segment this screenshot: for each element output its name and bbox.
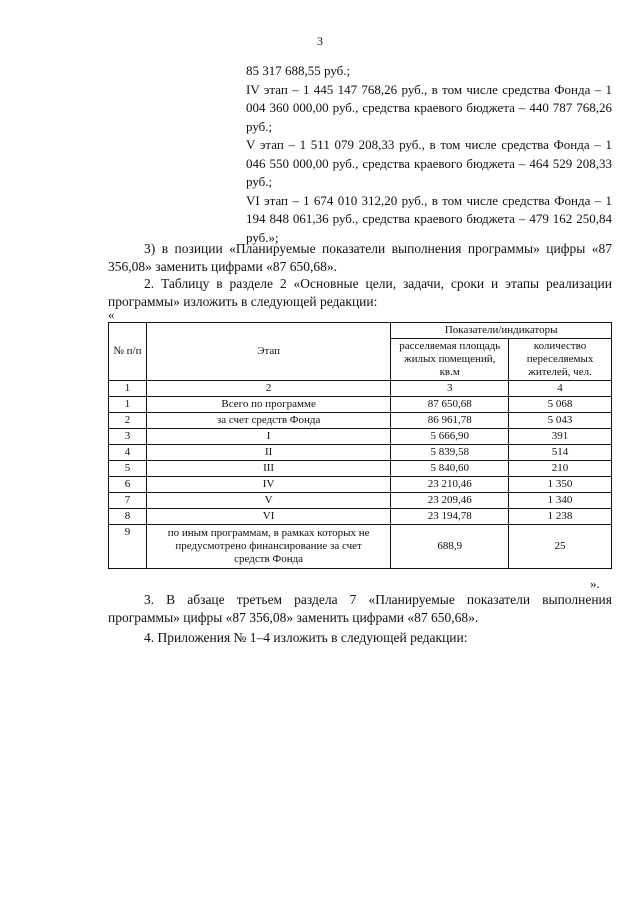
paragraph-appendices: 4. Приложения № 1–4 изложить в следующей редакции: — [144, 630, 468, 645]
header-stage: Этап — [146, 323, 390, 381]
row-people: 5 068 — [509, 397, 612, 413]
col-number: 2 — [146, 381, 390, 397]
stage-line: IV этап – 1 445 147 768,26 руб., в том числе средства Фонда – 1 004 360 000,00 руб., средства краевого бюджета – 440 787 768,26 руб.; — [246, 81, 612, 134]
table-row — [109, 493, 612, 509]
header-people: количество переселяемых жителей, чел. — [509, 339, 612, 381]
paragraph-table-section-2: 2. Таблицу в разделе 2 «Основные цели, задачи, сроки и этапы реализации программы» изложить в следующей редакции: — [108, 276, 612, 309]
table-row — [109, 461, 612, 477]
row-people: 1 340 — [509, 493, 612, 509]
header-indicators: Показатели/индикаторы — [391, 323, 612, 339]
paragraph-indicators: 3) в позиции «Планируемые показатели выполнения программы» цифры «87 356,08» заменить цифрами «87 650,68». — [108, 241, 612, 274]
row-stage: V — [146, 493, 390, 509]
row-num: 6 — [109, 477, 147, 493]
row-people: 391 — [509, 429, 612, 445]
row-stage: VI — [146, 509, 390, 525]
row-num: 9 — [109, 525, 147, 569]
row-num: 2 — [109, 413, 147, 429]
stage-line: VI этап – 1 674 010 312,20 руб., в том числе средства Фонда – 1 194 848 061,36 руб., средства краевого бюджета – 479 162 250,84 руб.»; — [246, 192, 612, 245]
row-num: 4 — [109, 445, 147, 461]
row-people: 5 043 — [509, 413, 612, 429]
funding-stages-text — [246, 62, 612, 247]
header-area: расселяемая площадь жилых помещений, кв.м — [391, 339, 509, 381]
col-number: 1 — [109, 381, 147, 397]
row-area: 87 650,68 — [391, 397, 509, 413]
row-num: 7 — [109, 493, 147, 509]
row-people: 1 350 — [509, 477, 612, 493]
row-num: 8 — [109, 509, 147, 525]
stage-line: 85 317 688,55 руб.; — [246, 63, 351, 78]
row-area: 23 210,46 — [391, 477, 509, 493]
row-stage: за счет средств Фонда — [146, 413, 390, 429]
row-num: 1 — [109, 397, 147, 413]
quote-close: ». — [590, 576, 600, 591]
paragraph-section-7: 3. В абзаце третьем раздела 7 «Планируемые показатели выполнения программы» цифры «87 356,08» заменить цифрами «87 650,68». — [108, 592, 612, 625]
row-area: 86 961,78 — [391, 413, 509, 429]
row-stage: II — [146, 445, 390, 461]
row-num: 5 — [109, 461, 147, 477]
row-area: 23 194,78 — [391, 509, 509, 525]
row-people: 25 — [509, 525, 612, 569]
table-row — [109, 413, 612, 429]
row-area: 23 209,46 — [391, 493, 509, 509]
row-people: 210 — [509, 461, 612, 477]
row-stage: IV — [146, 477, 390, 493]
quote-open: « — [108, 307, 115, 322]
row-stage: Всего по программе — [146, 397, 390, 413]
row-area: 5 839,58 — [391, 445, 509, 461]
table-row — [109, 477, 612, 493]
indicators-table — [108, 322, 612, 569]
row-area: 5 666,90 — [391, 429, 509, 445]
stage-line: V этап – 1 511 079 208,33 руб., в том числе средства Фонда – 1 046 550 000,00 руб., средства краевого бюджета – 464 529 208,33 руб.; — [246, 137, 612, 189]
table-row — [109, 445, 612, 461]
table-row — [109, 509, 612, 525]
table-row — [109, 397, 612, 413]
row-area: 688,9 — [391, 525, 509, 569]
table-row — [109, 429, 612, 445]
row-stage: по иным программам, в рамках которых не предусмотрено финансирование за счет средств Фонда — [146, 525, 390, 569]
row-num: 3 — [109, 429, 147, 445]
header-number: № п/п — [109, 323, 147, 381]
col-number: 4 — [509, 381, 612, 397]
col-number: 3 — [391, 381, 509, 397]
page-number: 3 — [317, 34, 323, 48]
row-stage: I — [146, 429, 390, 445]
column-number-row — [109, 381, 612, 397]
row-people: 514 — [509, 445, 612, 461]
row-area: 5 840,60 — [391, 461, 509, 477]
row-people: 1 238 — [509, 509, 612, 525]
row-stage: III — [146, 461, 390, 477]
table-row — [109, 525, 612, 569]
